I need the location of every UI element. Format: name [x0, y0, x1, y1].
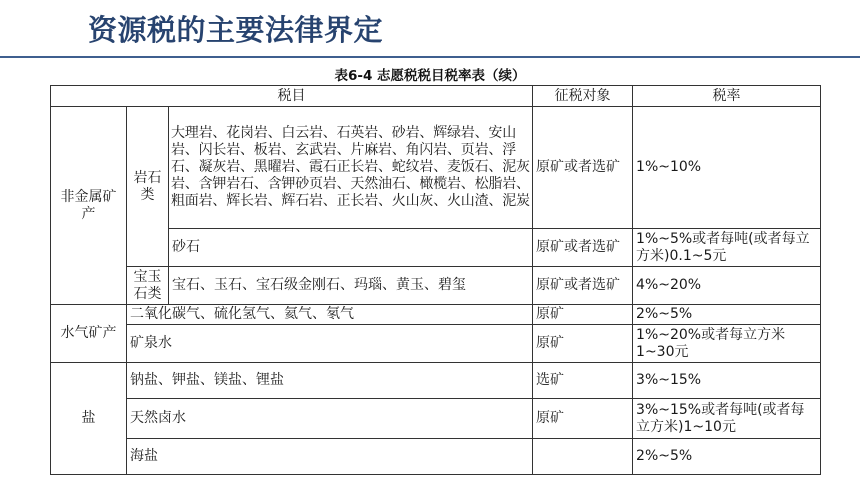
gem-items: 宝石、玉石、宝石级金刚石、玛瑙、黄玉、碧玺	[169, 267, 533, 305]
subgroup-label-gem: 宝玉石类	[127, 267, 169, 305]
watergas-object: 原矿	[533, 305, 633, 325]
table-row	[51, 107, 821, 229]
header-rate: 税率	[633, 86, 821, 107]
watergas-rate: 2%~5%	[633, 305, 821, 325]
salt-object	[533, 439, 633, 475]
rock-object: 原矿或者选矿	[533, 107, 633, 229]
sand-object: 原矿或者选矿	[533, 229, 633, 267]
table-row	[51, 399, 821, 439]
watergas-items: 二氧化碳气、硫化氢气、氦气、氡气	[127, 305, 533, 325]
table-row	[51, 267, 821, 305]
title-divider	[0, 56, 860, 58]
salt-rate: 3%~15%或者每吨(或者每立方米)1~10元	[633, 399, 821, 439]
table-caption: 表6-4 志愿税税目税率表（续）	[334, 68, 526, 84]
sand-items: 砂石	[169, 229, 533, 267]
subgroup-label-rock: 岩石类	[127, 107, 169, 267]
rock-items: 大理岩、花岗岩、白云岩、石英岩、砂岩、辉绿岩、安山岩、闪长岩、板岩、玄武岩、片麻岩、角闪岩、页岩、浮石、凝灰岩、黑曜岩、霞石正长岩、蛇纹岩、麦饭石、泥灰岩、含钾岩石、含钾砂页岩、天然油石、橄榄岩、松脂岩、粗面岩、辉长岩、辉石岩、正长岩、火山灰、火山渣、泥炭	[169, 107, 533, 229]
salt-items: 天然卤水	[127, 399, 533, 439]
header-object: 征税对象	[533, 86, 633, 107]
group-label-nonmetal: 非金属矿产	[51, 107, 127, 305]
watergas-items: 矿泉水	[127, 325, 533, 363]
gem-rate: 4%~20%	[633, 267, 821, 305]
sand-rate: 1%~5%或者每吨(或者每立方米)0.1~5元	[633, 229, 821, 267]
salt-rate: 2%~5%	[633, 439, 821, 475]
watergas-rate: 1%~20%或者每立方米1~30元	[633, 325, 821, 363]
group-label-watergas: 水气矿产	[51, 305, 127, 363]
tax-rate-table	[50, 85, 821, 475]
slide-title: 资源税的主要法律界定	[88, 13, 384, 47]
table-row	[51, 325, 821, 363]
table-header-row	[51, 86, 821, 107]
watergas-object: 原矿	[533, 325, 633, 363]
group-label-salt: 盐	[51, 363, 127, 475]
table-row	[51, 305, 821, 325]
header-item: 税目	[51, 86, 533, 107]
salt-object: 原矿	[533, 399, 633, 439]
salt-object: 选矿	[533, 363, 633, 399]
gem-object: 原矿或者选矿	[533, 267, 633, 305]
salt-items: 钠盐、钾盐、镁盐、锂盐	[127, 363, 533, 399]
salt-rate: 3%~15%	[633, 363, 821, 399]
salt-items: 海盐	[127, 439, 533, 475]
table-row	[51, 363, 821, 399]
rock-rate: 1%~10%	[633, 107, 821, 229]
table-row	[51, 439, 821, 475]
